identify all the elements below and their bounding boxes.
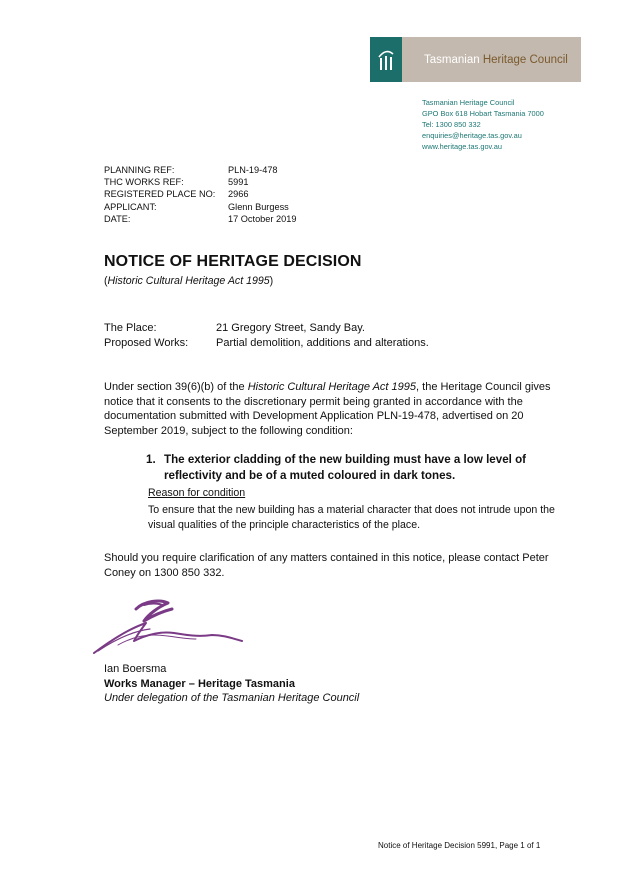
decision-text-pre: Under section 39(6)(b) of the [104,381,248,393]
signatory-title: Works Manager – Heritage Tasmania [104,677,295,690]
columns-icon [370,37,402,82]
subtitle-close-paren: ) [269,275,274,287]
ref-value: 5991 [228,177,249,188]
decision-text-post: , the Heritage Council gives notice that it consents to the discretionary permit being granted in accordance with the documentation submitted with Development Application PLN-19-478, advertised on 20 September 2019, subject to the following condition: [104,381,551,437]
ref-label: THC WORKS REF: [104,177,184,188]
condition-text: The exterior cladding of the new building must have a low level of reflectivity and be of a muted coloured in dark tones. [164,453,527,482]
logo-word-tasmanian: Tasmanian [424,53,480,66]
ref-label: DATE: [104,213,131,224]
logo-wordmark [424,54,568,66]
proposed-works-value: Partial demolition, additions and alterations. [216,337,429,349]
ref-row-registered-place [104,188,296,200]
heritage-council-logo [370,37,581,82]
condition-number: 1. [146,453,156,466]
place-value: 21 Gregory Street, Sandy Bay. [216,322,365,334]
reason-heading: Reason for condition [148,487,246,499]
delegation-text: Under delegation of the Tasmanian Heritage Council [104,692,360,705]
contact-paragraph: Should you require clarification of any matters contained in this notice, please contact Peter Coney on 1300 850 332. [104,552,549,579]
signatory-name: Ian Boersma [104,663,167,675]
ref-label: APPLICANT: [104,201,157,212]
document-subtitle [104,275,273,287]
sender-address [422,97,544,152]
ref-value: 2966 [228,189,249,200]
ref-row-date [104,213,296,225]
place-row [104,321,429,336]
ref-row-thc-works [104,176,296,188]
ref-value: PLN-19-478 [228,165,278,175]
page-footer: Notice of Heritage Decision 5991, Page 1 of 1 [378,841,541,850]
ref-row-planning [104,164,296,176]
address-phone: Tel: 1300 850 332 [422,120,481,130]
condition-item [148,452,568,484]
address-postal: GPO Box 618 Hobart Tasmania 7000 [422,109,544,119]
signatory-block [104,662,359,706]
ref-value: 17 October 2019 [228,213,297,224]
logo-word-heritage-council: Heritage Council [482,53,568,66]
subtitle-act: Historic Cultural Heritage Act 1995 [107,275,270,287]
place-block [104,321,429,351]
subtitle-open-paren: ( [104,275,108,287]
decision-act: Historic Cultural Heritage Act 1995 [247,381,417,393]
signatory-delegation [104,691,359,706]
ref-label: REGISTERED PLACE NO: [104,189,216,200]
proposed-works-label: Proposed Works: [104,337,189,349]
ref-label: PLANNING REF: [104,165,175,175]
proposed-works-row [104,336,429,351]
address-org: Tasmanian Heritage Council [422,98,515,107]
reference-block [104,164,296,225]
ref-row-applicant [104,201,296,213]
address-email-link[interactable]: enquiries@heritage.tas.gov.au [422,131,522,141]
address-website-link[interactable]: www.heritage.tas.gov.au [422,142,502,152]
decision-paragraph [104,380,564,438]
handwritten-signature [88,595,248,660]
place-label: The Place: [104,322,157,334]
document-title: NOTICE OF HERITAGE DECISION [104,253,362,270]
reason-text: To ensure that the new building has a material character that does not intrude upon the visual qualities of the principle characteristics of the place. [148,504,555,532]
ref-value: Glenn Burgess [228,201,289,212]
